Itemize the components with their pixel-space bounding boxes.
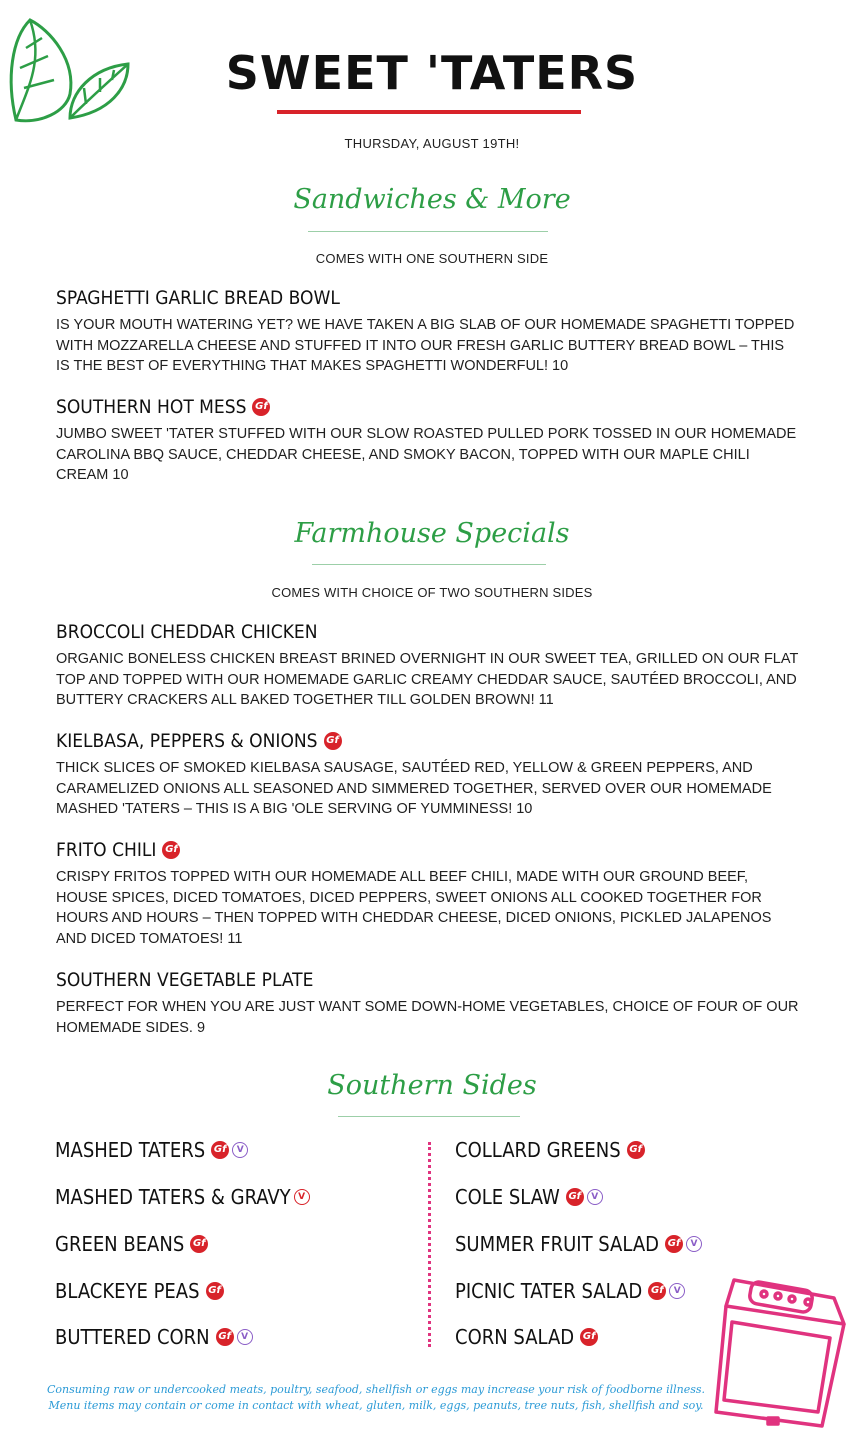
gluten-free-icon: Gf — [216, 1328, 234, 1346]
side-item-name: MASHED TATERS — [55, 1138, 206, 1162]
menu-item-description: IS YOUR MOUTH WATERING YET? WE HAVE TAKEN A BIG SLAB OF OUR HOMEMADE SPAGHETTI TOPPED WITH MOZZARELLA CHEESE AND STUFFED IT INTO OUR FRESH GARLIC BUTTERY BREAD BOWL – THIS IS THE BEST OF EVERYTHING THAT MAKES SPAGHETTI WONDERFUL! 10 — [56, 317, 795, 374]
vegetarian-icon: V — [587, 1189, 603, 1205]
side-item — [55, 1182, 310, 1212]
gluten-free-icon: Gf — [162, 841, 180, 859]
menu-item-name: SOUTHERN VEGETABLE PLATE — [56, 969, 314, 991]
side-item-name: BLACKEYE PEAS — [55, 1279, 200, 1303]
side-item — [455, 1229, 702, 1259]
menu-item-description: CRISPY FRITOS TOPPED WITH OUR HOMEMADE ALL BEEF CHILI, MADE WITH OUR GROUND BEEF, HOUSE SPICES, DICED TOMATOES, DICED PEPPERS, SWEET ONIONS ALL COOKED TOGETHER FOR HOURS AND HOURS – THEN TOPPED WITH CHEDDAR CHEESE, DICED ONIONS, PICKLED JALAPENOS AND DICED TOMATOES! 11 — [56, 869, 772, 947]
section-subtitle-sandwiches: COMES WITH ONE SOUTHERN SIDE — [315, 251, 549, 266]
page-title: SWEET 'TATERS — [225, 46, 639, 100]
side-item-name: PICNIC TATER SALAD — [455, 1279, 643, 1303]
menu-item-name: SPAGHETTI GARLIC BREAD BOWL — [56, 287, 340, 309]
side-item — [55, 1135, 248, 1165]
side-item — [55, 1229, 208, 1259]
menu-item — [56, 837, 801, 949]
side-item-name: CORN SALAD — [455, 1325, 575, 1349]
gluten-free-icon: Gf — [648, 1282, 666, 1300]
menu-item-description: ORGANIC BONELESS CHICKEN BREAST BRINED OVERNIGHT IN OUR SWEET TEA, GRILLED ON OUR FLAT TOP AND TOPPED WITH OUR HOMEMADE GARLIC CREAMY CHEDDAR SAUCE, SAUTÉED BROCCOLI, AND BUTTERY CRACKERS ALL BAKED TOGETHER TILL GOLDEN BROWN! 11 — [56, 651, 799, 708]
side-item — [55, 1276, 224, 1306]
gluten-free-icon: Gf — [324, 732, 342, 750]
disclaimer-line: Consuming raw or undercooked meats, poultry, seafood, shellfish or eggs may increase your risk of foodborne illness. — [46, 1383, 706, 1396]
menu-item-description: THICK SLICES OF SMOKED KIELBASA SAUSAGE, SAUTÉED RED, YELLOW & GREEN PEPPERS, AND CARAMELIZED ONIONS ALL SEASONED AND SIMMERED TOGETHER, SERVED OVER OUR HOMEMADE MASHED 'TATERS – THIS IS A BIG 'OLE SERVING OF YUMMINESS! 10 — [56, 760, 772, 817]
menu-item-name: FRITO CHILI — [56, 839, 157, 861]
gluten-free-icon: Gf — [580, 1328, 598, 1346]
allergy-disclaimer — [0, 1382, 752, 1414]
disclaimer-line: Menu items may contain or come in contact with wheat, gluten, milk, eggs, peanuts, tree nuts, fish, shellfish and soy. — [48, 1399, 704, 1412]
menu-item-name: SOUTHERN HOT MESS — [56, 396, 247, 418]
gluten-free-icon: Gf — [206, 1282, 224, 1300]
gluten-free-icon: Gf — [627, 1141, 645, 1159]
menu-item — [56, 619, 801, 711]
menu-item-description: PERFECT FOR WHEN YOU ARE JUST WANT SOME DOWN-HOME VEGETABLES, CHOICE OF FOUR OF OUR HOMEMADE SIDES. 9 — [56, 999, 799, 1036]
vegetarian-icon: V — [686, 1236, 702, 1252]
gluten-free-icon: Gf — [665, 1235, 683, 1253]
section-heading-sandwiches: Sandwiches & More — [293, 184, 571, 215]
menu-item — [56, 394, 801, 486]
vegetarian-icon: V — [237, 1329, 253, 1345]
section-rule — [312, 564, 546, 565]
column-divider — [428, 1142, 431, 1347]
side-item-name: BUTTERED CORN — [55, 1325, 210, 1349]
side-item-name: COLE SLAW — [455, 1185, 560, 1209]
side-item — [455, 1182, 603, 1212]
title-underline — [277, 110, 581, 114]
side-item — [455, 1322, 598, 1352]
menu-date: THURSDAY, AUGUST 19TH! — [344, 136, 520, 151]
menu-item — [56, 967, 801, 1038]
menu-item-description: JUMBO SWEET 'TATER STUFFED WITH OUR SLOW ROASTED PULLED PORK TOSSED IN OUR HOMEMADE CAROLINA BBQ SAUCE, CHEDDAR CHEESE, AND SMOKY BACON, TOPPED WITH OUR MAPLE CHILI CREAM 10 — [56, 426, 797, 483]
gluten-free-icon: Gf — [190, 1235, 208, 1253]
side-item — [455, 1135, 645, 1165]
gluten-free-icon: Gf — [566, 1188, 584, 1206]
side-item-name: COLLARD GREENS — [455, 1138, 621, 1162]
menu-item — [56, 285, 801, 377]
menu-item-name: BROCCOLI CHEDDAR CHICKEN — [56, 621, 318, 643]
gluten-free-icon: Gf — [252, 398, 270, 416]
side-item — [455, 1276, 685, 1306]
section-rule — [338, 1116, 520, 1117]
menu-item — [56, 728, 801, 820]
vegetarian-icon: V — [232, 1142, 248, 1158]
vegetarian-icon: V — [294, 1189, 310, 1205]
section-subtitle-farmhouse: COMES WITH CHOICE OF TWO SOUTHERN SIDES — [271, 585, 593, 600]
side-item-name: SUMMER FRUIT SALAD — [455, 1232, 660, 1256]
gluten-free-icon: Gf — [211, 1141, 229, 1159]
section-rule — [308, 231, 548, 232]
menu-item-name: KIELBASA, PEPPERS & ONIONS — [56, 730, 318, 752]
side-item-name: MASHED TATERS & GRAVY — [55, 1185, 291, 1209]
section-heading-farmhouse: Farmhouse Specials — [294, 518, 570, 549]
side-item-name: GREEN BEANS — [55, 1232, 185, 1256]
section-heading-sides: Southern Sides — [327, 1070, 537, 1101]
side-item — [55, 1322, 253, 1352]
vegetarian-icon: V — [669, 1283, 685, 1299]
